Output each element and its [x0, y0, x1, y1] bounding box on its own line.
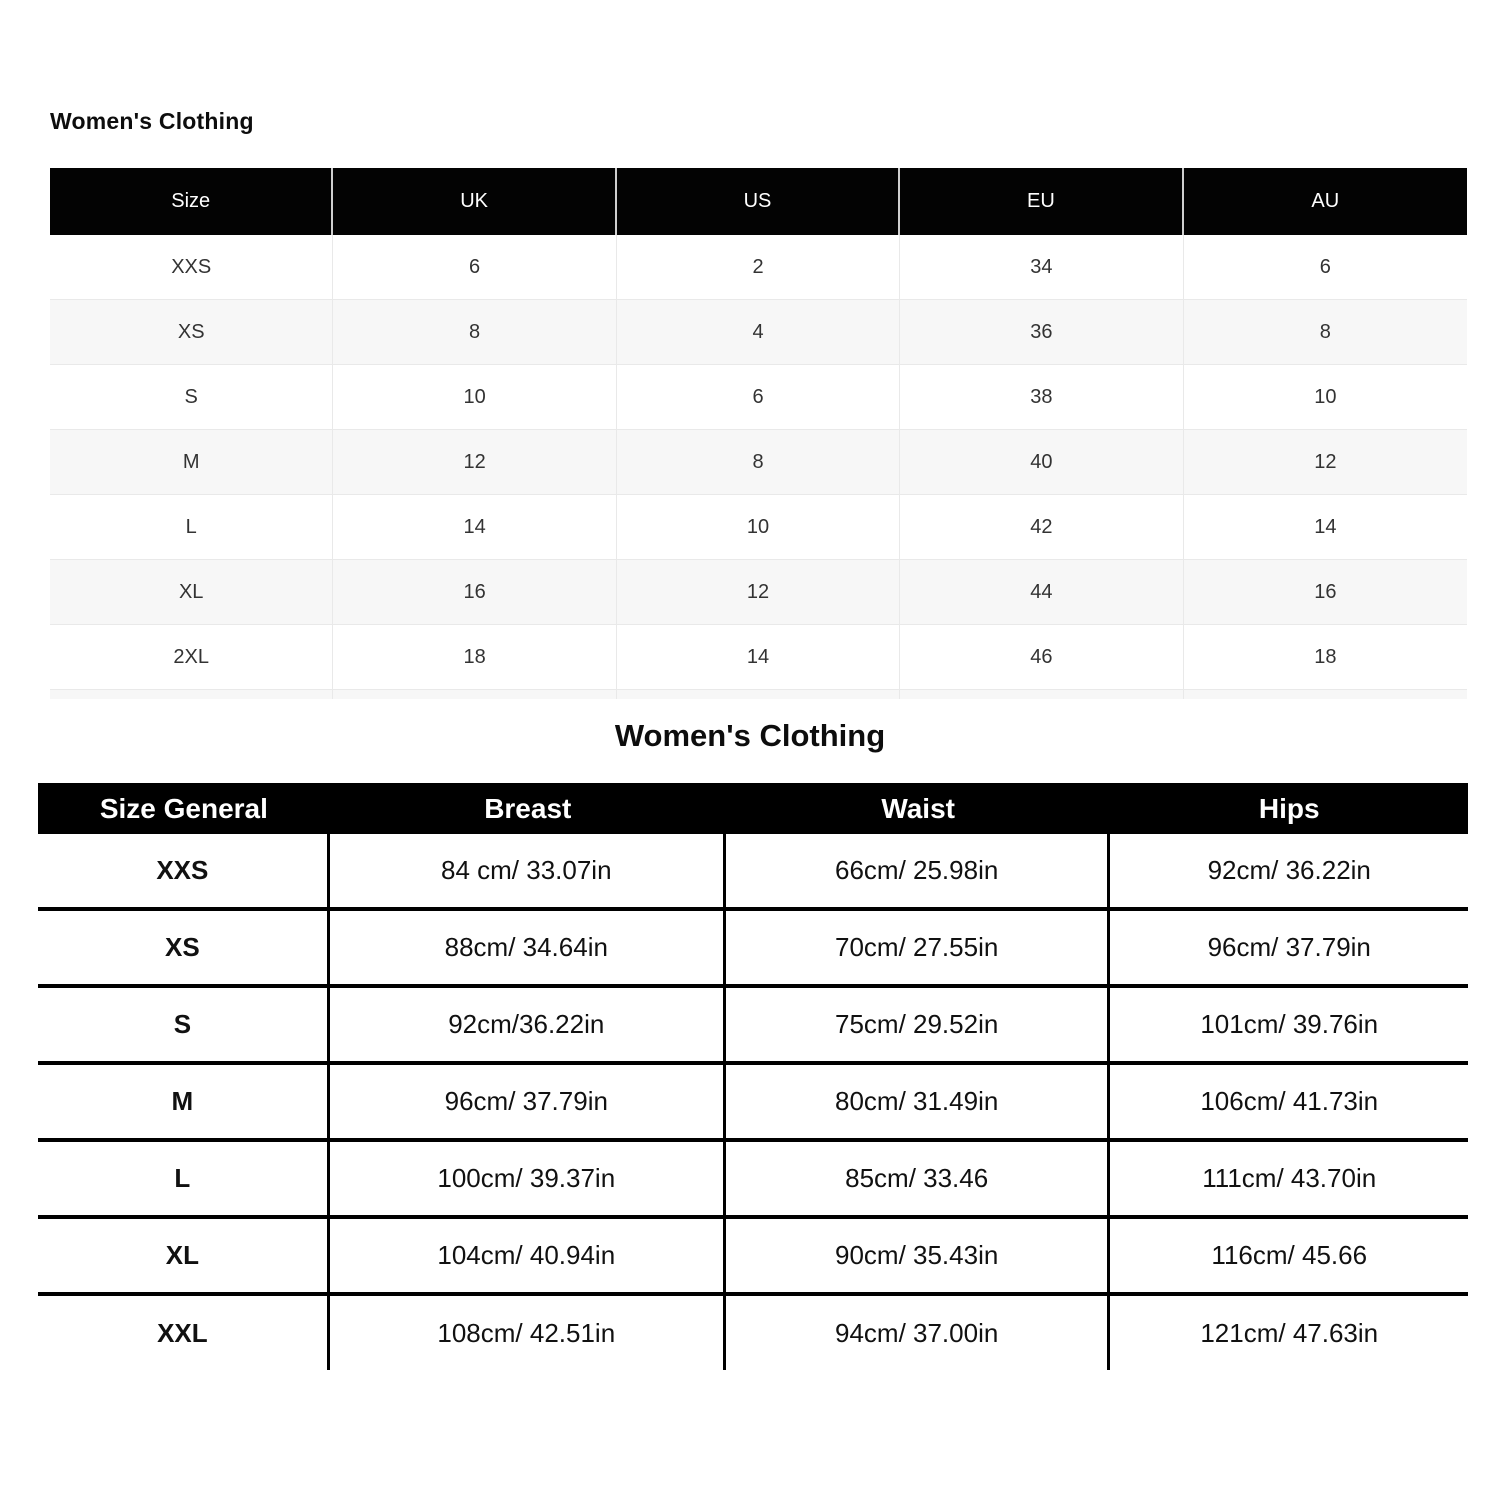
table-cell: 14 — [333, 495, 616, 559]
table-cell: XXL — [38, 1296, 330, 1370]
table-cell: 100cm/ 39.37in — [330, 1142, 726, 1215]
table-cell: 80cm/ 31.49in — [726, 1065, 1111, 1138]
table-row — [38, 1142, 1468, 1219]
table-row — [50, 625, 1467, 690]
table-cell: S — [38, 988, 330, 1061]
table-cell: 42 — [900, 495, 1183, 559]
header-cell-size-general: Size General — [99, 792, 268, 824]
measurements-table-header — [38, 783, 1468, 834]
table-cell: 12 — [333, 430, 616, 494]
table-cell: 84 cm/ 33.07in — [330, 834, 726, 907]
table-cell: 66cm/ 25.98in — [726, 834, 1111, 907]
table-cell: 14 — [617, 625, 900, 689]
table-cell: XXS — [38, 834, 330, 907]
table-row — [38, 1065, 1468, 1142]
header-cell-size: Size — [50, 168, 333, 235]
table-cell: 85cm/ 33.46 — [726, 1142, 1111, 1215]
table-cell: 88cm/ 34.64in — [330, 911, 726, 984]
international-size-table-header — [50, 168, 1467, 235]
table-cell: 4 — [617, 300, 900, 364]
header-cell-us: US — [617, 168, 900, 235]
table-cell: 108cm/ 42.51in — [330, 1296, 726, 1370]
table-row — [50, 495, 1467, 560]
table-cell: 14 — [1314, 515, 1337, 538]
table-cell: 101cm/ 39.76in — [1200, 1009, 1379, 1039]
header-cell-uk: UK — [333, 168, 616, 235]
table-cell: 36 — [900, 300, 1183, 364]
table-cell: L — [38, 1142, 330, 1215]
table-cell: M — [38, 1065, 330, 1138]
table-cell: 6 — [333, 235, 616, 299]
table-cell: 16 — [1314, 580, 1337, 603]
table-cell: 46 — [900, 625, 1183, 689]
size-chart-title-bottom: Women's Clothing — [614, 718, 886, 753]
header-cell-hips: Hips — [1258, 792, 1320, 824]
table-row — [38, 1219, 1468, 1296]
partial-clipped-row — [50, 690, 1467, 699]
table-row — [38, 1296, 1468, 1370]
table-cell: 92cm/ 36.22in — [1207, 855, 1371, 885]
table-cell: 10 — [1314, 385, 1337, 408]
table-cell: 12 — [617, 560, 900, 624]
table-cell: 2XL — [50, 625, 333, 689]
table-cell: 18 — [333, 625, 616, 689]
table-cell: M — [50, 430, 333, 494]
table-cell: 106cm/ 41.73in — [1200, 1086, 1379, 1116]
table-cell: 38 — [900, 365, 1183, 429]
table-row — [38, 911, 1468, 988]
table-cell: 75cm/ 29.52in — [726, 988, 1111, 1061]
table-cell: 96cm/ 37.79in — [1207, 932, 1371, 962]
table-cell: 10 — [333, 365, 616, 429]
table-cell: 8 — [333, 300, 616, 364]
header-cell-eu: EU — [900, 168, 1183, 235]
table-cell: 116cm/ 45.66 — [1211, 1240, 1368, 1270]
table-cell: XS — [50, 300, 333, 364]
table-cell: 34 — [900, 235, 1183, 299]
table-row — [38, 988, 1468, 1065]
table-cell: 8 — [617, 430, 900, 494]
table-cell: 40 — [900, 430, 1183, 494]
table-cell: 104cm/ 40.94in — [330, 1219, 726, 1292]
table-cell: 8 — [1319, 320, 1331, 343]
table-cell: 111cm/ 43.70in — [1202, 1163, 1377, 1193]
table-cell: 12 — [1314, 450, 1337, 473]
header-cell-au: AU — [1184, 168, 1467, 235]
table-row — [50, 365, 1467, 430]
table-row — [50, 235, 1467, 300]
table-cell: 44 — [900, 560, 1183, 624]
table-cell: 92cm/36.22in — [330, 988, 726, 1061]
table-cell: L — [50, 495, 333, 559]
table-cell: 10 — [617, 495, 900, 559]
table-row — [38, 834, 1468, 911]
table-cell: 2 — [617, 235, 900, 299]
table-cell: 18 — [1314, 645, 1337, 668]
table-cell: XS — [38, 911, 330, 984]
table-cell: 70cm/ 27.55in — [726, 911, 1111, 984]
table-cell: 94cm/ 37.00in — [726, 1296, 1111, 1370]
measurements-table — [38, 783, 1468, 1370]
header-cell-breast: Breast — [484, 792, 572, 824]
table-cell: 96cm/ 37.79in — [330, 1065, 726, 1138]
size-chart-title-top: Women's Clothing — [50, 108, 254, 134]
international-size-table — [50, 168, 1467, 699]
table-cell: 6 — [1319, 255, 1331, 278]
table-row — [50, 300, 1467, 365]
table-cell: S — [50, 365, 333, 429]
table-row — [50, 430, 1467, 495]
table-cell: XXS — [50, 235, 333, 299]
table-cell: 90cm/ 35.43in — [726, 1219, 1111, 1292]
table-cell: 6 — [617, 365, 900, 429]
table-cell: XL — [38, 1219, 330, 1292]
header-cell-waist: Waist — [881, 792, 955, 824]
table-cell: 16 — [333, 560, 616, 624]
table-row — [50, 560, 1467, 625]
table-cell: 121cm/ 47.63in — [1200, 1317, 1379, 1348]
table-cell: XL — [50, 560, 333, 624]
